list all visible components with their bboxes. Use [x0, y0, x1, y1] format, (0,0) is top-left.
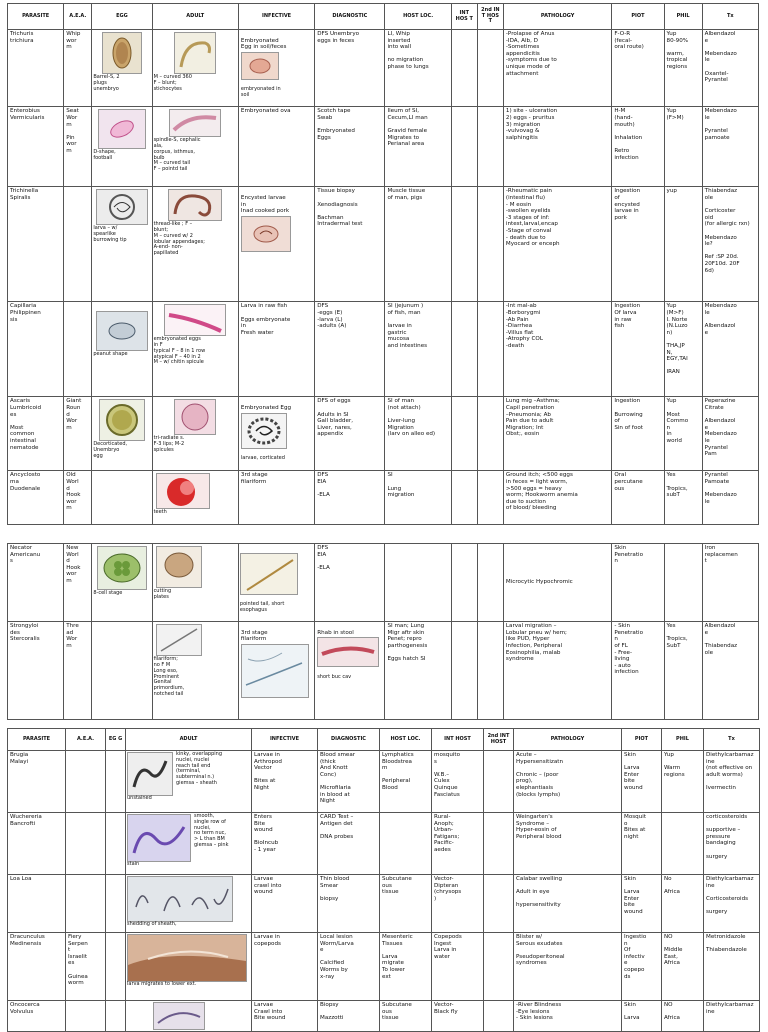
parasite-name: Strongyloi des Stercoralis — [8, 622, 64, 720]
parasite-name: Trichinella Spiralis — [8, 187, 64, 302]
infective-cell: Larvae crawl into wound — [252, 875, 318, 933]
pathology-cell: -Prolapse of Anus -IDA, Alb, D -Sometimes appendicitis -symptoms due to unique mode of attachment — [503, 30, 611, 107]
second-intermediate-host-cell — [484, 933, 514, 1001]
pathology-cell: -Int mal-ab -Borborygmi -Ab Pain -Diarrhea -Villus flat -Atrophy COL -death — [503, 302, 611, 397]
egg-image — [96, 311, 148, 351]
common-name: Old Worl d Hook wor m — [64, 471, 92, 525]
egg-image — [102, 32, 142, 74]
phil-cell: yup — [664, 187, 702, 302]
pathology-cell: Blister w/ Serous exudates Pseudoperitoneal syndromes — [514, 933, 622, 1001]
adult-cell — [126, 751, 252, 813]
phil-cell: Yup Warm regions — [662, 751, 704, 813]
diagnostic-cell: Tissue biopsy Xenodiagnosis Bachman Intradermal test — [315, 187, 385, 302]
piot-cell: Ingestio n Of infectiv e copepo ds — [622, 933, 662, 1001]
parasite-name: Loa Loa — [8, 875, 66, 933]
host-location-cell: Subcutane ous tissue — [380, 875, 432, 933]
egg-cell — [106, 1001, 126, 1032]
infective-caption: larvae, corticated — [240, 455, 285, 462]
parasite-name: Necator Americanu s — [8, 544, 64, 622]
intermediate-host-cell — [451, 187, 477, 302]
adult-caption: M – curved 360 F – blunt; stichocytes — [153, 74, 192, 92]
intermediate-host-cell — [451, 30, 477, 107]
adult-caption: cutting plates — [153, 588, 172, 600]
piot-cell: Skin Penetratio n — [612, 544, 664, 622]
infective-image — [241, 644, 309, 698]
second-intermediate-host-cell — [484, 1001, 514, 1032]
header-cell: PARASITE — [8, 729, 66, 751]
parasite-name: Ascaris Lumbricoid es Most common intestinal nematode — [8, 397, 64, 471]
second-intermediate-host-cell — [484, 813, 514, 875]
treatment-cell: Mebendazo le Albendazol e — [702, 302, 758, 397]
common-name — [66, 1001, 106, 1032]
adult-image-caption: stain — [127, 861, 140, 867]
diagnostic-cell: DFS EIA -ELA — [315, 471, 385, 525]
parasite-name: Capillaria Philippinen sis — [8, 302, 64, 397]
infective-cell: Larvae Crawl into Bite wound — [252, 1001, 318, 1032]
piot-cell: Skin Larva Enter bite wound — [622, 751, 662, 813]
piot-cell: Mosquit o Bites at night — [622, 813, 662, 875]
adult-cell — [152, 471, 238, 525]
phil-cell: Yup Most Commo n in world — [664, 397, 702, 471]
phil-cell — [662, 813, 704, 875]
host-location-cell: Mesenteric Tissues Larva migrate To lower ext — [380, 933, 432, 1001]
treatment-cell: Pyrantel Pamoate Mebendazo le — [702, 471, 758, 525]
table-row — [8, 813, 760, 875]
intermediate-host-cell — [451, 622, 477, 720]
piot-cell: Oral percutane ous — [612, 471, 664, 525]
infective-cell — [238, 397, 314, 471]
egg-image — [99, 399, 145, 441]
common-name: Giant Roun d Wor m — [64, 397, 92, 471]
second-intermediate-host-cell — [477, 107, 503, 187]
pathology-cell: Calabar swelling Adult in eye hypersensitivity — [514, 875, 622, 933]
diagnostic-cell — [315, 622, 385, 720]
adult-cell — [126, 1001, 252, 1032]
adult-cell — [152, 397, 238, 471]
table-row — [8, 933, 760, 1001]
common-name: Thre ad Wor m — [64, 622, 92, 720]
infective-caption: pointed tail, short esophagus — [239, 601, 285, 613]
adult-image — [127, 814, 191, 862]
header-cell: INT HOST — [432, 729, 484, 751]
treatment-cell: Mebendazo le Pyrantel pamoate — [702, 107, 758, 187]
second-intermediate-host-cell — [477, 622, 503, 720]
table-row — [8, 302, 759, 397]
table-row — [8, 544, 759, 622]
diagnostic-cell: Local lesion Worm/Larva e Calcified Worms by x-ray — [318, 933, 380, 1001]
pathology-cell: Larval migration – Lobular pneu w/ hem; like PUD, Hyper Infection, Peripheral Eosinophilia, malab syndrome — [503, 622, 611, 720]
diagnostic-cell: DFS Unembryo eggs in feces — [315, 30, 385, 107]
infective-caption: embryonated in soil — [240, 86, 281, 99]
common-name: New Worl d Hook wor m — [64, 544, 92, 622]
adult-image — [174, 399, 216, 435]
treatment-cell: Diethylcarbamaz ine — [704, 1001, 760, 1032]
diagnostic-cell: DFS of eggs Adults in SI Gall bladder, Liver, nares, appendix — [315, 397, 385, 471]
host-location-cell: SI man; Lung Migr aftr skin Penet; repro parthogenesis Eggs hatch SI — [385, 622, 451, 720]
table-row — [8, 1001, 760, 1032]
adult-image — [156, 624, 202, 656]
egg-caption: D-shape, football — [93, 149, 116, 162]
diagnostic-cell: Thin blood Smear biopsy — [318, 875, 380, 933]
header-cell: Tx — [704, 729, 760, 751]
adult-image — [169, 109, 221, 137]
second-intermediate-host-cell — [477, 187, 503, 302]
adult-cell — [152, 30, 238, 107]
header-cell: DIAGNOSTIC — [318, 729, 380, 751]
adult-image — [127, 934, 247, 982]
parasite-name: Dracunculus Medinensis — [8, 933, 66, 1001]
diagnostic-cell: DFS -eggs (E) -larva (L) -adults (A) — [315, 302, 385, 397]
table-row — [8, 397, 759, 471]
egg-caption: Barrel-S, 2 plugs unembryo — [93, 74, 120, 92]
adult-cell — [126, 933, 252, 1001]
intermediate-host-cell — [451, 302, 477, 397]
nematode-table-2 — [7, 543, 759, 720]
intermediate-host-cell: Vector- Black fly — [432, 1001, 484, 1032]
egg-caption: peanut shape — [93, 351, 128, 358]
intermediate-host-cell: Copepods Ingest Larva in water — [432, 933, 484, 1001]
egg-cell — [92, 187, 152, 302]
adult-caption: teeth — [153, 509, 167, 516]
host-location-cell — [385, 544, 451, 622]
host-location-cell: SI Lung migration — [385, 471, 451, 525]
treatment-cell: Diethylcarbamaz ine Corticosteroids surgery — [704, 875, 760, 933]
diagnostic-caption: short buc cav — [317, 674, 352, 681]
header-cell: 2nd INT HOST — [484, 729, 514, 751]
infective-text: Encysted larvae in Inad cooked pork — [240, 195, 290, 215]
intermediate-host-cell — [451, 397, 477, 471]
infective-cell: Larva in raw fish Eggs embryonate in Fresh water — [238, 302, 314, 397]
egg-image — [98, 109, 146, 149]
egg-cell — [92, 397, 152, 471]
infective-image — [241, 52, 279, 80]
infective-text: 3rd stage filariform — [240, 629, 268, 643]
infective-cell: Embryonated ova — [238, 107, 314, 187]
egg-cell — [106, 875, 126, 933]
treatment-cell: Diethylcarbamaz ine (not effective on adult worms) Ivermectin — [704, 751, 760, 813]
host-location-cell: Subcutane ous tissue — [380, 1001, 432, 1032]
infective-image — [240, 553, 298, 595]
adult-caption: tri-radiate s. F-3 lips; M-2 spicules — [153, 435, 185, 453]
parasite-name: Oncocerca Volvulus — [8, 1001, 66, 1032]
parasite-name: Ancyclosto ma Duodenale — [8, 471, 64, 525]
header-cell: EG G — [106, 729, 126, 751]
host-location-cell: Ileum of SI, Cecum,LI man Gravid female Migrates to Perianal area — [385, 107, 451, 187]
phil-cell: NO Africa — [662, 1001, 704, 1032]
pathology-cell: -Rheumatic pain (intestinal flu) - M eosin -swollen eyelids -3 stages of inf: intest,larval,encap -Stage of conval - death due to Myocard or enceph — [503, 187, 611, 302]
header-cell: A.E.A. — [64, 4, 92, 30]
table-row — [8, 187, 759, 302]
header-row — [8, 4, 759, 30]
adult-caption: thread-like ; F – blunt; M – curved w/ 2 lobular appendages; A-end- non- papillated — [153, 221, 205, 257]
egg-cell — [92, 107, 152, 187]
host-location-cell: SI (jejunum ) of fish, man larvae in gastric mucosa and intestines — [385, 302, 451, 397]
diagnostic-cell: CARD Test – Antigen det DNA probes — [318, 813, 380, 875]
table-row — [8, 622, 759, 720]
second-intermediate-host-cell — [477, 544, 503, 622]
second-intermediate-host-cell — [477, 302, 503, 397]
host-location-cell — [380, 813, 432, 875]
adult-description: kinky, overlapping nuclei, nuclei reach tail end (terminal, subterminal n.) giemsa – sheath — [176, 751, 222, 786]
adult-caption: embryonated eggs in F typical F – 8 in 1 row atypical F – 40 in 2 M – w/ chitin spicule — [153, 336, 206, 366]
header-cell: PHIL — [664, 4, 702, 30]
diagnostic-cell: Biopsy Mazzotti — [318, 1001, 380, 1032]
common-name — [66, 813, 106, 875]
header-cell: ADULT — [152, 4, 238, 30]
second-intermediate-host-cell — [484, 751, 514, 813]
header-cell: 2nd IN T HOS T — [477, 4, 503, 30]
treatment-cell: corticosteroids supportive – pressure bandaging surgery — [704, 813, 760, 875]
parasite-name: Enterobius Vermicularis — [8, 107, 64, 187]
egg-caption: 8-cell stage — [93, 590, 123, 596]
pathology-cell: Acute – Hypersensitizatn Chronic – (poor prog), elephantiasis (blocks lymphs) — [514, 751, 622, 813]
pathology-cell: Ground itch; <500 eggs in feces = light worm, >500 eggs = heavy worm; Hookworm anemia due to suction of blood/ bleeding — [503, 471, 611, 525]
infective-cell: 3rd stage filariform — [238, 471, 314, 525]
phil-cell — [664, 544, 702, 622]
adult-description: smooth, single row of nuclei, no term nuc, > L than BM giemsa – pink — [194, 813, 229, 848]
egg-cell — [106, 751, 126, 813]
header-cell: PHIL — [662, 729, 704, 751]
intermediate-host-cell: mosquito s W.B.– Culex Quinque Fasciatus — [432, 751, 484, 813]
pathology-cell: Microcytic Hypochromic — [503, 544, 611, 622]
host-location-cell: LI, Whip inserted into wall no migration phase to lungs — [385, 30, 451, 107]
intermediate-host-cell: Vector- Dipteran (chrysops ) — [432, 875, 484, 933]
phil-cell: Yes Tropics, subT — [664, 471, 702, 525]
intermediate-host-cell: Rural- Anoph; Urban- Fatigans; Pacific- aedes — [432, 813, 484, 875]
header-cell: PIOT — [622, 729, 662, 751]
common-name — [66, 751, 106, 813]
table-row — [8, 30, 759, 107]
header-cell: HOST LOC. — [385, 4, 451, 30]
infective-cell — [238, 544, 314, 622]
egg-cell — [92, 622, 152, 720]
infective-image — [241, 413, 287, 449]
phil-cell: No Africa — [662, 875, 704, 933]
treatment-cell: Thiabendaz ole Corticoster oid (for allergic rxn) Mebendazo le? Ref :SP 20d. 20F10d. 20F 6d) — [702, 187, 758, 302]
parasite-name: Trichuris trichiura — [8, 30, 64, 107]
common-name — [64, 187, 92, 302]
infective-cell: Larvae in copepods — [252, 933, 318, 1001]
infective-cell — [238, 622, 314, 720]
adult-image — [127, 752, 173, 796]
egg-cell — [106, 933, 126, 1001]
adult-image — [156, 473, 210, 509]
header-cell: INFECTIVE — [238, 4, 314, 30]
header-cell: ADULT — [126, 729, 252, 751]
second-intermediate-host-cell — [477, 397, 503, 471]
egg-cell — [106, 813, 126, 875]
table-row — [8, 875, 760, 933]
second-intermediate-host-cell — [484, 875, 514, 933]
second-intermediate-host-cell — [477, 30, 503, 107]
adult-cell — [126, 875, 252, 933]
piot-cell: Skin Larva Enter bite wound — [622, 875, 662, 933]
egg-image — [97, 546, 147, 590]
adult-image — [164, 304, 226, 336]
header-cell: DIAGNOSTIC — [315, 4, 385, 30]
infective-image — [241, 216, 291, 252]
diagnostic-image — [317, 637, 379, 667]
host-location-cell: Muscle tissue of man, pigs — [385, 187, 451, 302]
phil-cell: Yup 80-90% warm, tropical regions — [664, 30, 702, 107]
diagnostic-text: Rhab in stool — [317, 629, 354, 636]
common-name — [66, 875, 106, 933]
piot-cell: Ingestion of encysted larvae in pork — [612, 187, 664, 302]
header-row — [8, 729, 760, 751]
pathology-cell: -River Blindness -Eye lesions - Skin lesions — [514, 1001, 622, 1032]
header-cell: EGG — [92, 4, 152, 30]
adult-image — [127, 876, 233, 922]
adult-image — [153, 1002, 205, 1030]
parasite-name: Wuchereria Bancrofti — [8, 813, 66, 875]
common-name: Whip wor m — [64, 30, 92, 107]
adult-cell — [152, 107, 238, 187]
diagnostic-cell: Scotch tape Swab Embryonated Eggs — [315, 107, 385, 187]
egg-cell — [92, 302, 152, 397]
adult-image-caption: larva migrates to lower ext. — [127, 981, 197, 987]
infective-text: Embryonated Egg — [240, 405, 292, 412]
table-row — [8, 751, 760, 813]
header-cell: PATHOLOGY — [503, 4, 611, 30]
table-row — [8, 471, 759, 525]
adult-image — [168, 189, 222, 221]
piot-cell: - Skin Penetratio n of FL - Free- living - auto infection — [612, 622, 664, 720]
header-cell: Tx — [702, 4, 758, 30]
adult-caption: filariform; no F M Long eso, Prominent Genital primordium, notched tail — [153, 656, 185, 697]
pathology-cell: Lung mig –Asthma; Capil penetration –Pneumonia; Ab Pain due to adult Migration; Int Obst;, eosin — [503, 397, 611, 471]
adult-image — [174, 32, 216, 74]
piot-cell: H-M (hand- mouth) Inhalation Retro infection — [612, 107, 664, 187]
second-intermediate-host-cell — [477, 471, 503, 525]
piot-cell: F-O-R (fecal- oral route) — [612, 30, 664, 107]
adult-image-caption: unstained — [127, 795, 152, 801]
diagnostic-cell: DFS EIA -ELA — [315, 544, 385, 622]
table-row — [8, 107, 759, 187]
intermediate-host-cell — [451, 107, 477, 187]
infective-cell — [238, 187, 314, 302]
header-cell: PATHOLOGY — [514, 729, 622, 751]
adult-cell — [152, 622, 238, 720]
header-cell: A.E.A. — [66, 729, 106, 751]
header-cell: INFECTIVE — [252, 729, 318, 751]
host-location-cell: SI of man (not attach) Liver-lung Migration (larv on alleo ed) — [385, 397, 451, 471]
egg-cell — [92, 544, 152, 622]
common-name — [64, 302, 92, 397]
larva-image — [96, 189, 148, 225]
egg-cell — [92, 471, 152, 525]
phil-cell: Yes Tropics, SubT — [664, 622, 702, 720]
parasite-name: Brugia Malayi — [8, 751, 66, 813]
adult-caption: spindle-S, cephalic ala, corpus, isthmus, bulb M – curved tail F – pointd tail — [153, 137, 201, 173]
phil-cell: Yup (M>F) I. Norte (N.Luzo n) THA,JP N, EGY,TAI IRAN — [664, 302, 702, 397]
header-cell: INT HOS T — [451, 4, 477, 30]
header-cell: PIOT — [612, 4, 664, 30]
pathology-cell: 1) site - ulceration 2) eggs - pruritus 3) migration -vulvovag & salphingitis — [503, 107, 611, 187]
adult-cell — [152, 302, 238, 397]
piot-cell: Ingestion Of larva in raw fish — [612, 302, 664, 397]
treatment-cell: Albendazol e Thiabendaz ole — [702, 622, 758, 720]
host-location-cell: Lymphatics Bloodstrea m Peripheral Blood — [380, 751, 432, 813]
diagnostic-cell: Blood smear (thick And Knott Conc) Microfilaria in blood at Night — [318, 751, 380, 813]
nematode-table-1 — [7, 3, 759, 525]
phil-cell: Yup (F>M) — [664, 107, 702, 187]
intermediate-host-cell — [451, 544, 477, 622]
infective-cell: Larvae in Arthropod Vector Bites at Night — [252, 751, 318, 813]
treatment-cell: Iron replacemen t — [702, 544, 758, 622]
egg-cell — [92, 30, 152, 107]
egg-caption: Decorticated, Unembryo egg — [93, 441, 128, 459]
header-cell: HOST LOC. — [380, 729, 432, 751]
treatment-cell: Metronidazole Thiabendazole — [704, 933, 760, 1001]
header-cell: PARASITE — [8, 4, 64, 30]
piot-cell: Skin Larva — [622, 1001, 662, 1032]
filarial-table — [7, 728, 760, 1032]
piot-cell: Ingestion Burrowing of Sin of foot — [612, 397, 664, 471]
infective-cell: Enters Bite wound BioIncub - 1 year — [252, 813, 318, 875]
egg-caption: larva – w/ spearlike burrowing tip — [93, 225, 127, 243]
treatment-cell: Albendazol e Mebendazo le Oxantel- Pyrantel — [702, 30, 758, 107]
phil-cell: NO Middle East, Africa — [662, 933, 704, 1001]
infective-cell — [238, 30, 314, 107]
common-name: Fiery Serpen t Israelit es Guinea worm — [66, 933, 106, 1001]
treatment-cell: Peperazine Citrate Albendazol e Mebendazo le Pyrantel Pam — [702, 397, 758, 471]
infective-text: Embryonated Egg in soil/feces — [240, 37, 287, 51]
adult-cell — [126, 813, 252, 875]
adult-cell — [152, 187, 238, 302]
adult-image — [156, 546, 202, 588]
adult-image-caption: shedding of sheath, — [127, 921, 177, 927]
intermediate-host-cell — [451, 471, 477, 525]
common-name: Seat Wor m Pin wor m — [64, 107, 92, 187]
adult-cell — [152, 544, 238, 622]
pathology-cell: Weingarten's Syndrome – Hyper-eosin of Peripheral blood — [514, 813, 622, 875]
